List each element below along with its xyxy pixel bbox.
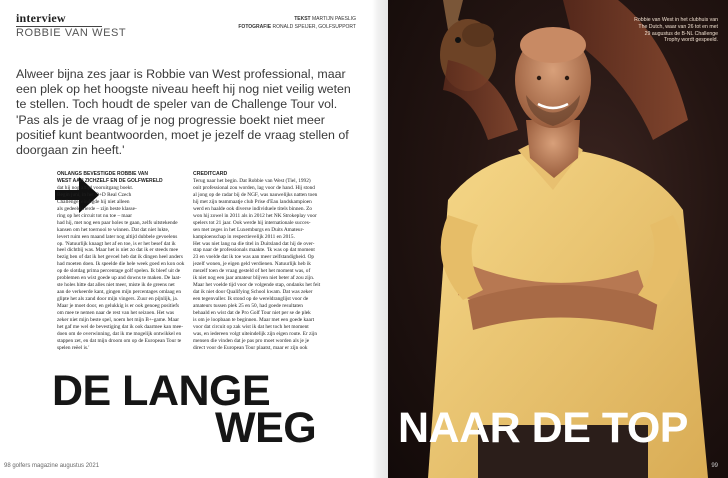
body-line: kansen om het toernooi te winnen. Dat dat niet lukte, bbox=[57, 226, 170, 233]
interview-subject: ROBBIE VAN WEST bbox=[16, 27, 127, 39]
body-line: levert ruim een maand later nog altijd dubbele gevoelens bbox=[57, 233, 178, 240]
body-line: was, en iedereen volgt uiteindelijk zijn eigen route. Er zijn bbox=[193, 330, 317, 337]
headline-line-2: WEG bbox=[215, 404, 317, 452]
body-line: ONLANGS BEVESTIGDE ROBBIE VAN bbox=[57, 171, 149, 177]
photo-caption: Robbie van West in het clubhuis van The Dutch, waar van 26 tot en met 29 augustus de B-NL Challenge Trophy wordt gespeeld. bbox=[634, 17, 718, 44]
intro-paragraph: Alweer bijna zes jaar is Robbie van West professional, maar een plek op het hoogste niveau heeft hij nog niet veilig weten te stellen. Toch houdt de speler van de Challenge Tour vol. 'Pas als je de vraag of je nog progressie boekt niet meer positief kunt beantwoorden, moet je jezelf de vraag stellen of doorgaan zin heeft.' bbox=[16, 67, 351, 158]
body-line: behaald en wist dat de Pro Golf Tour niet per se de plek bbox=[193, 310, 311, 317]
headline-line-1: DE LANGE bbox=[52, 367, 271, 415]
body-line: ooit professional zou worden, lag voor de hand. Hij stond bbox=[193, 184, 315, 191]
body-line: doen om de overwinning, dat ik me mogelijk ontwikkel en bbox=[57, 330, 182, 337]
page-folio-left: 98 golfers magazine augustus 2021 bbox=[4, 463, 100, 469]
body-line: ik niet nog een jaar amateur blijven niet beter af zou zijn. bbox=[193, 275, 315, 282]
body-line: 23 en voelde dat ik toe was aan meer zelfstandigheid. Op bbox=[193, 254, 315, 261]
body-line: stap naar de professionals maakte. 'Ik was op dat moment bbox=[193, 247, 315, 254]
body-line: zeker niet mijn beste spel, noem het mijn B+-game. Maar bbox=[57, 317, 179, 324]
column-subhead: CREDITCARD bbox=[193, 171, 228, 177]
body-line: spelers tot 21 jaar. Ook werde hij internationale succes- bbox=[193, 219, 311, 226]
body-line: problemen en wist goede up and downs te maken. De laat- bbox=[57, 275, 181, 282]
body-line: Maar het voelde tijd voor de volgende stap, ondanks het feit bbox=[193, 282, 321, 289]
headline-right: NAAR DE TOP bbox=[398, 404, 688, 452]
body-line: Maar je moet door, en gelukkig is er ook genoeg positiefs bbox=[57, 303, 180, 310]
body-line: jezelf wonen, je eigen geld verdienen. Natuurlijk heb ik bbox=[193, 261, 311, 268]
spine-gutter bbox=[372, 0, 388, 478]
body-line: is om je loopbaan te beginnen. Maar met een goede kaart bbox=[193, 317, 315, 324]
body-line: won hij zowel in 2011 als in 2012 het NK Strokeplay voor bbox=[193, 212, 317, 219]
section-kicker: interview bbox=[16, 11, 66, 25]
body-line: op. 'Natuurlijk knaagt het af en toe, is er het besef dat ik bbox=[57, 240, 176, 247]
body-line: werd en haalde ook diverse individuele titels binnen. Zo bbox=[193, 205, 312, 212]
body-line: spelen reëel is.' bbox=[57, 344, 90, 351]
body-line: Begin juni, in het D+D Real Czech bbox=[57, 191, 132, 198]
body-line: mezelf toen de vraag gesteld of het het moment was, of bbox=[193, 268, 311, 275]
body-line: hij met zijn teammaatje club Prise d'Eau landskampioen bbox=[193, 198, 312, 205]
body-line: kampioenschap in respectievelijk 2011 en 2015. bbox=[193, 233, 295, 240]
body-line: ring op het circuit tot nu toe – maar bbox=[57, 212, 133, 219]
body-line: bezig ben of dat ik het gevoel heb dat ik dingen heel anders bbox=[57, 254, 183, 261]
body-line: amateurs tussen plek 25 en 50, had goede resultaten bbox=[193, 303, 303, 310]
body-line: WEST AAN ZICHZELF EN DE GOLFWERELD bbox=[57, 177, 163, 184]
body-line: voor dat circuit op zak wist ik dat het toch het moment bbox=[193, 323, 309, 330]
body-column-1 bbox=[57, 171, 187, 352]
credits bbox=[238, 15, 356, 31]
body-line: direct voor de European Tour plaatst, maar er zijn ook bbox=[193, 344, 308, 351]
body-line: ste holes hitte dat alles niet meer, miste ik de greens net bbox=[57, 282, 175, 289]
body-line: dat hij nog altijd vooruitgang boekt. bbox=[57, 184, 134, 191]
body-line: Terug naar het begin. Dat Robbie van West (Tiel, 1992) bbox=[193, 177, 311, 184]
body-line: als gedeeld vierde – zijn beste klasse- bbox=[57, 205, 137, 212]
body-line: het gaf me wel de bevestiging dat ik ook daarmee kan mee- bbox=[57, 323, 184, 330]
body-line: Challenge, eindigde hij niet alleen bbox=[57, 198, 130, 205]
body-line: aan de verkeerde kant, gingen mijn percentages omlaag en bbox=[57, 289, 181, 296]
body-line: had moeten doen. Ik speelde die hele week goed en kon ook bbox=[57, 261, 185, 268]
body-line: heel dichtbij was. Maar het is niet zo dat ik er steeds mee bbox=[57, 247, 179, 254]
body-line: sen met zeges in het Luxemburgs en Duits Amateur- bbox=[193, 226, 305, 233]
body-line: al jong op de radar bij de NGF, was nauwelijks natten toen bbox=[193, 191, 318, 198]
right-page-photo bbox=[388, 0, 728, 478]
body-line: mensen die vinden dat je pas pro moet worden als je je bbox=[193, 337, 310, 344]
credit-photo: FOTOGRAFIE RONALD SPEIJER, GOLFSUPPORT bbox=[238, 24, 356, 30]
body-line: een tegenvaller. Ik stond op de wereldranglijst voor de bbox=[193, 296, 309, 303]
body-line: glipte het als zand door mijn vingers. Zuur en pijnlijk, ja. bbox=[57, 296, 179, 303]
credit-text: TEKST MARTIJN PAESLIG bbox=[294, 16, 356, 22]
body-line: had hij, met nog een paar holes te gaan, zelfs uitstekende bbox=[57, 219, 178, 226]
body-line: op de slotdag prima percentage golf spelen. Ik bleef uit de bbox=[57, 268, 181, 275]
page-folio-right: 99 bbox=[711, 463, 718, 469]
body-line: dat ik niet door Qualifying School kwam. Dat was zeker bbox=[193, 289, 313, 296]
body-line: Het was niet lang na die titel in Duitsland dat hij de over- bbox=[193, 240, 315, 247]
body-line: om mee te nemen naar de rest van het seizoen. Het was bbox=[57, 310, 175, 317]
body-column-2 bbox=[193, 171, 358, 352]
body-line: stappen zet, en dat mijn droom om op de European Tour te bbox=[57, 337, 182, 344]
